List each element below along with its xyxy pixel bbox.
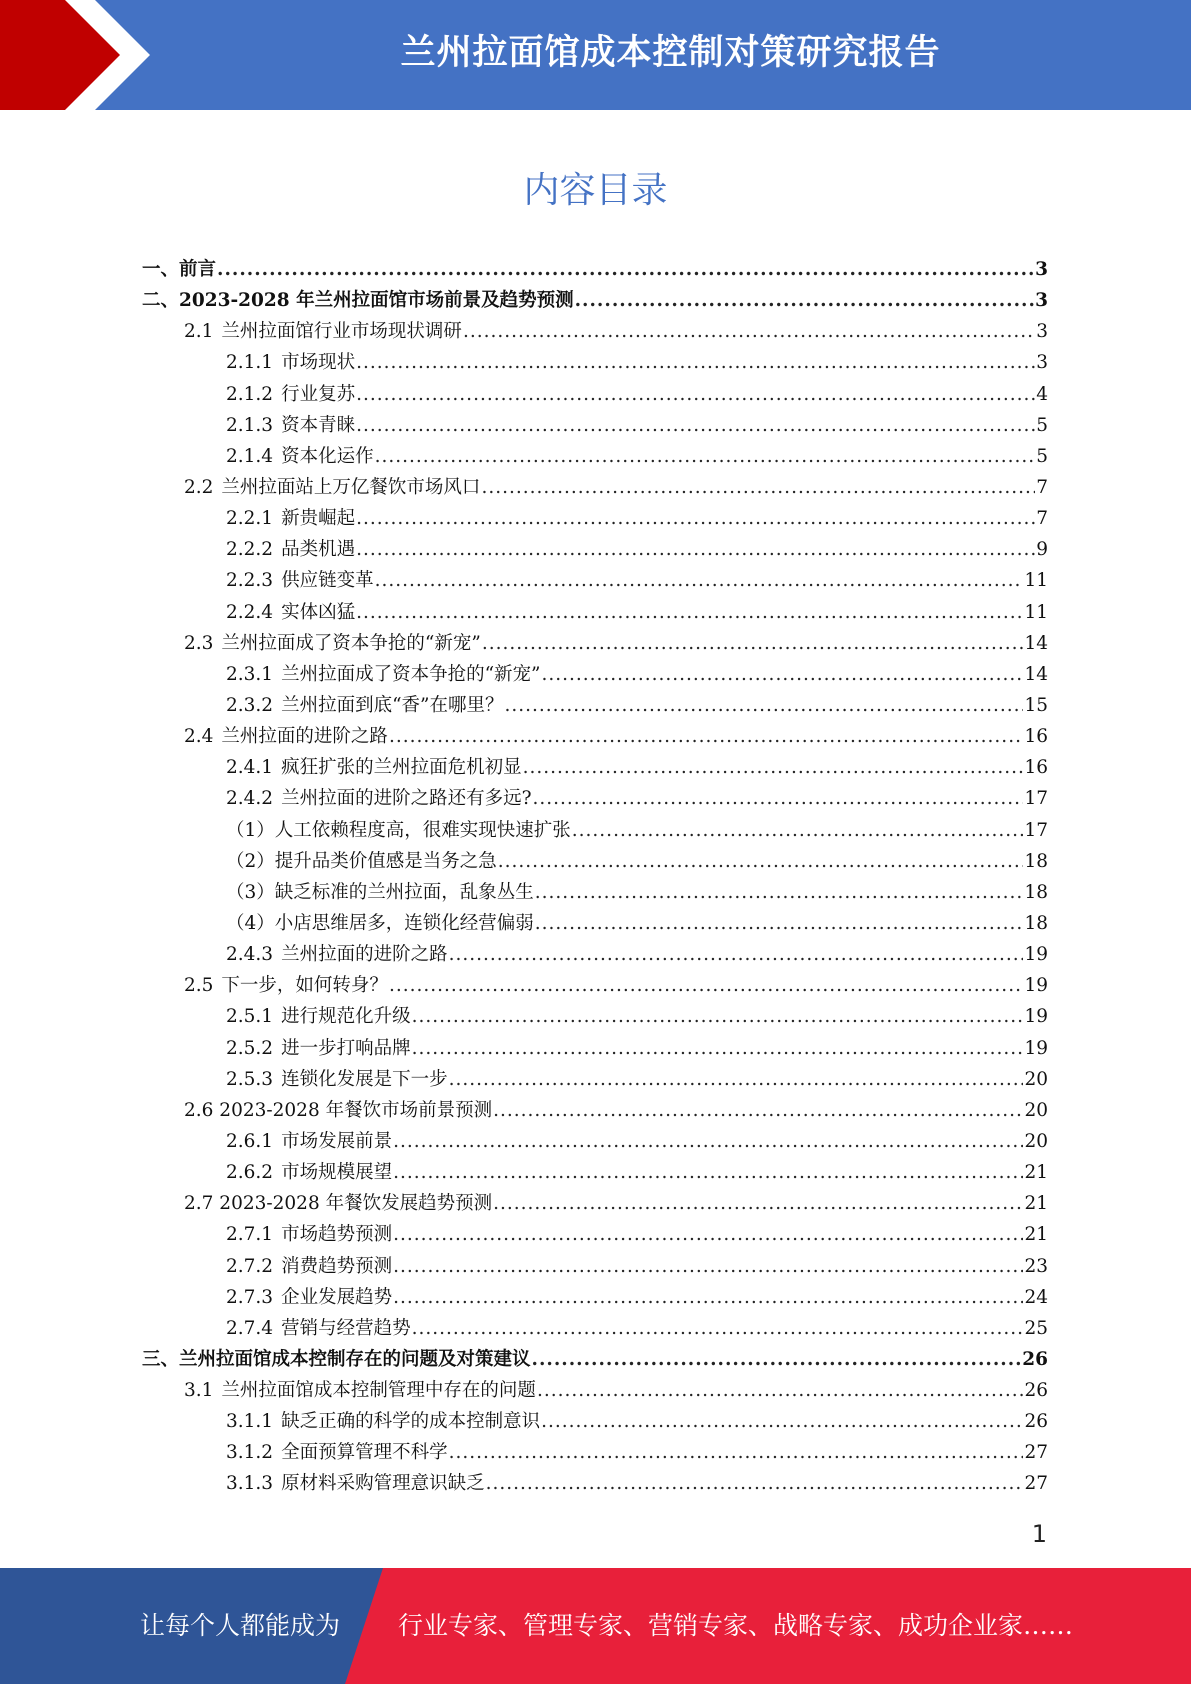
toc-entry-label xyxy=(226,690,504,721)
toc-entry[interactable] xyxy=(142,1282,1048,1313)
toc-entry-text: 2.6 2023-2028 年餐饮市场前景预测 xyxy=(184,1099,493,1121)
toc-entry[interactable] xyxy=(142,1406,1048,1437)
toc-entry[interactable] xyxy=(142,1344,1048,1375)
toc-entry[interactable] xyxy=(142,316,1048,347)
toc-entry-label xyxy=(226,503,355,534)
toc-entry-number: 2.1.3 xyxy=(226,414,274,436)
toc-entry[interactable] xyxy=(142,908,1048,939)
toc-entry[interactable] xyxy=(142,1033,1048,1064)
toc-dot-leader xyxy=(393,1219,1023,1250)
toc-entry[interactable] xyxy=(142,1001,1048,1032)
toc-entry[interactable] xyxy=(142,1468,1048,1499)
toc-dot-leader xyxy=(486,1468,1024,1499)
toc-page-number: 21 xyxy=(1024,1193,1048,1215)
toc-page-number: 20 xyxy=(1024,1099,1048,1121)
toc-entry[interactable] xyxy=(142,690,1048,721)
toc-page-number: 26 xyxy=(1022,1348,1048,1370)
toc-page-number: 15 xyxy=(1024,694,1048,716)
toc-entry-number: 2.2.1 xyxy=(226,508,274,530)
toc-entry-label xyxy=(226,659,541,690)
toc-entry-label xyxy=(226,1219,392,1250)
toc-entry-number: 3.1.3 xyxy=(226,1473,274,1495)
toc-page-number: 25 xyxy=(1024,1317,1048,1339)
toc-entry-text: 缺乏正确的科学的成本控制意识 xyxy=(281,1411,541,1433)
toc-dot-leader xyxy=(356,503,1035,534)
toc-page-number: 7 xyxy=(1036,476,1048,498)
toc-dot-leader xyxy=(217,254,1034,285)
toc-page-number: 21 xyxy=(1024,1224,1048,1246)
toc-entry[interactable] xyxy=(142,1313,1048,1344)
toc-dot-leader xyxy=(393,1126,1023,1157)
toc-dot-leader xyxy=(541,1406,1023,1437)
toc-entry[interactable] xyxy=(142,472,1048,503)
toc-entry-number: 2.4.2 xyxy=(226,788,274,810)
toc-page-number: 4 xyxy=(1036,383,1048,405)
toc-page-number: 26 xyxy=(1024,1380,1048,1402)
toc-entry-number: 2.2 xyxy=(184,476,214,498)
toc-entry-text: 连锁化发展是下一步 xyxy=(281,1068,448,1090)
toc-entry-text: 实体凶猛 xyxy=(281,601,356,623)
toc-entry-text: 疯狂扩张的兰州拉面危机初显 xyxy=(281,757,522,779)
toc-entry-label xyxy=(226,597,355,628)
toc-entry-label xyxy=(226,1282,392,1313)
toc-entry-number: 2.1.2 xyxy=(226,383,274,405)
toc-page-number: 3 xyxy=(1036,352,1048,374)
toc-entry-label xyxy=(184,472,480,503)
toc-entry-label xyxy=(226,1001,411,1032)
toc-entry-number: 2.4.1 xyxy=(226,757,274,779)
toc-entry-text: 下一步，如何转身？ xyxy=(221,975,388,997)
toc-entry[interactable] xyxy=(142,1095,1048,1126)
toc-entry-label xyxy=(226,815,571,846)
toc-entry-text: 2.7 2023-2028 年餐饮发展趋势预测 xyxy=(184,1193,493,1215)
toc-entry-text: 兰州拉面的进阶之路 xyxy=(221,726,388,748)
toc-entry-text: 兰州拉面的进阶之路 xyxy=(281,944,448,966)
toc-entry-text: 市场趋势预测 xyxy=(281,1224,393,1246)
toc-entry-text: 营销与经营趋势 xyxy=(281,1317,411,1339)
toc-entry-number: 2.2.3 xyxy=(226,570,274,592)
toc-entry-number: 2.7.1 xyxy=(226,1224,274,1246)
toc-entry-label xyxy=(142,1344,531,1375)
footer-slogan-right: 行业专家、管理专家、营销专家、战略专家、成功企业家…… xyxy=(398,1611,1074,1640)
toc-entry[interactable] xyxy=(142,534,1048,565)
toc-dot-leader xyxy=(389,721,1024,752)
toc-entry-number: 3.1 xyxy=(184,1380,214,1402)
toc-entry-text: （2）提升品类价值感是当务之急 xyxy=(226,850,497,872)
toc-page-number: 23 xyxy=(1024,1255,1048,1277)
toc-entry-number: 2.3.1 xyxy=(226,663,274,685)
toc-entry-label xyxy=(226,1468,485,1499)
toc-entry-text: 供应链变革 xyxy=(281,570,374,592)
toc-page-number: 3 xyxy=(1035,259,1048,280)
toc-entry-label xyxy=(184,970,388,1001)
toc-entry-number: 2.2.4 xyxy=(226,601,274,623)
toc-dot-leader xyxy=(449,1064,1024,1095)
toc-dot-leader xyxy=(375,565,1024,596)
toc-page-number: 21 xyxy=(1024,1162,1048,1184)
toc-page-number: 3 xyxy=(1035,290,1048,312)
toc-entry[interactable] xyxy=(142,441,1048,472)
toc-entry[interactable] xyxy=(142,752,1048,783)
toc-entry-text: 兰州拉面站上万亿餐饮市场风口 xyxy=(221,476,481,498)
toc-entry[interactable] xyxy=(142,783,1048,814)
toc-entry-number: 2.3 xyxy=(184,632,214,654)
toc-entry[interactable] xyxy=(142,815,1048,846)
toc-dot-leader xyxy=(481,472,1035,503)
toc-page-number: 19 xyxy=(1024,1037,1048,1059)
toc-entry-label xyxy=(226,1064,448,1095)
toc-entry-number: 2.5.2 xyxy=(226,1037,274,1059)
toc-entry-label xyxy=(184,1095,492,1126)
toc-entry-number: 2.6.2 xyxy=(226,1162,274,1184)
toc-entry-label xyxy=(184,1375,536,1406)
toc-dot-leader xyxy=(532,1344,1022,1375)
toc-dot-leader xyxy=(375,441,1036,472)
toc-entry-text: 兰州拉面馆行业市场现状调研 xyxy=(221,321,462,343)
toc-entry-text: 新贵崛起 xyxy=(281,508,356,530)
toc-page-number: 19 xyxy=(1024,1006,1048,1028)
toc-entry-label xyxy=(226,939,448,970)
toc-entry[interactable] xyxy=(142,1126,1048,1157)
toc-entry[interactable] xyxy=(142,1375,1048,1406)
toc-entry-label xyxy=(184,1188,492,1219)
toc-entry[interactable] xyxy=(142,597,1048,628)
toc-entry-label xyxy=(226,1126,392,1157)
toc-entry-label xyxy=(226,565,374,596)
toc-entry-label xyxy=(226,1157,392,1188)
toc-dot-leader xyxy=(463,316,1035,347)
toc-entry[interactable] xyxy=(142,347,1048,378)
toc-dot-leader xyxy=(356,534,1035,565)
toc-entry[interactable] xyxy=(142,846,1048,877)
toc-page-number: 18 xyxy=(1024,912,1048,934)
toc-entry-label xyxy=(226,783,532,814)
toc-dot-leader xyxy=(356,410,1035,441)
toc-entry-number: 2.3.2 xyxy=(226,694,274,716)
toc-entry-label xyxy=(184,721,388,752)
toc-entry-label xyxy=(226,1033,411,1064)
toc-dot-leader xyxy=(535,877,1024,908)
toc-entry-text: （3）缺乏标准的兰州拉面，乱象丛生 xyxy=(226,881,534,903)
toc-entry-text: 市场规模展望 xyxy=(281,1162,393,1184)
toc-entry-label xyxy=(226,1406,540,1437)
toc-page-number: 20 xyxy=(1024,1130,1048,1152)
toc-entry-text: 市场现状 xyxy=(281,352,356,374)
toc-page-number: 18 xyxy=(1024,850,1048,872)
toc-page-number: 27 xyxy=(1024,1473,1048,1495)
toc-dot-leader xyxy=(482,628,1024,659)
toc-dot-leader xyxy=(449,939,1024,970)
toc-entry-label xyxy=(226,347,355,378)
toc-entry-label xyxy=(226,1251,392,1282)
toc-dot-leader xyxy=(356,379,1035,410)
toc-dot-leader xyxy=(412,1001,1024,1032)
toc-entry-text: 原材料采购管理意识缺乏 xyxy=(281,1473,485,1495)
toc-dot-leader xyxy=(535,908,1024,939)
toc-dot-leader xyxy=(449,1437,1024,1468)
toc-entry-number: 2.1.1 xyxy=(226,352,274,374)
toc-entry-text: 品类机遇 xyxy=(281,539,356,561)
toc-dot-leader xyxy=(389,970,1024,1001)
toc-page-number: 9 xyxy=(1036,539,1048,561)
toc-entry[interactable] xyxy=(142,659,1048,690)
toc-page-number: 3 xyxy=(1036,321,1048,343)
toc-entry-number: 3.1.1 xyxy=(226,1411,274,1433)
toc-entry[interactable] xyxy=(142,1064,1048,1095)
toc-page-number: 14 xyxy=(1024,663,1048,685)
toc-entry-label xyxy=(226,908,534,939)
toc-dot-leader xyxy=(498,846,1024,877)
toc-entry-text: 全面预算管理不科学 xyxy=(281,1442,448,1464)
toc-heading: 内容目录 xyxy=(523,170,668,211)
toc-entry-text: 行业复苏 xyxy=(281,383,356,405)
toc-entry-text: 二、2023-2028 年兰州拉面馆市场前景及趋势预测 xyxy=(142,290,574,312)
toc-page-number: 11 xyxy=(1024,601,1048,623)
toc-dot-leader xyxy=(356,597,1023,628)
toc-entry-text: （1）人工依赖程度高，很难实现快速扩张 xyxy=(226,819,571,841)
toc-page-number: 16 xyxy=(1024,757,1048,779)
toc-entry-label xyxy=(226,379,355,410)
toc-page-number: 26 xyxy=(1024,1411,1048,1433)
toc-entry-label xyxy=(226,1313,411,1344)
toc-entry-text: 企业发展趋势 xyxy=(281,1286,393,1308)
toc-entry[interactable] xyxy=(142,379,1048,410)
toc-entry-text: 兰州拉面馆成本控制管理中存在的问题 xyxy=(221,1380,536,1402)
toc-entry-text: 一、前言 xyxy=(142,259,217,280)
footer-slogan-left: 让每个人都能成为 xyxy=(140,1611,341,1640)
toc-page-number: 14 xyxy=(1024,632,1048,654)
toc-page-number: 18 xyxy=(1024,881,1048,903)
toc-dot-leader xyxy=(493,1188,1023,1219)
toc-page-number: 19 xyxy=(1024,944,1048,966)
toc-entry-number: 2.4.3 xyxy=(226,944,274,966)
toc-dot-leader xyxy=(542,659,1024,690)
toc-entry-label xyxy=(184,628,481,659)
toc-entry[interactable] xyxy=(142,877,1048,908)
toc-entry-label xyxy=(226,752,522,783)
toc-page-number: 5 xyxy=(1036,445,1048,467)
toc-page-number: 5 xyxy=(1036,414,1048,436)
toc-entry-number: 2.1 xyxy=(184,321,214,343)
toc-entry-number: 2.7.2 xyxy=(226,1255,274,1277)
toc-page-number: 17 xyxy=(1024,819,1048,841)
toc-entry-label xyxy=(226,846,497,877)
page-number: 1 xyxy=(1031,1520,1047,1548)
toc-dot-leader xyxy=(572,815,1024,846)
toc-dot-leader xyxy=(393,1282,1023,1313)
toc-entry-number: 2.5.1 xyxy=(226,1006,274,1028)
toc-entry[interactable] xyxy=(142,1251,1048,1282)
toc-entry[interactable] xyxy=(142,565,1048,596)
toc-entry-label xyxy=(226,410,355,441)
toc-page-number: 27 xyxy=(1024,1442,1048,1464)
toc-dot-leader xyxy=(537,1375,1024,1406)
toc-page-number: 16 xyxy=(1024,726,1048,748)
toc-entry-text: 消费趋势预测 xyxy=(281,1255,393,1277)
toc-entry-text: 兰州拉面到底“香”在哪里？ xyxy=(281,694,504,716)
toc-entry-text: 兰州拉面成了资本争抢的“新宠” xyxy=(221,632,481,654)
toc-page-number: 20 xyxy=(1024,1068,1048,1090)
toc-page-number: 24 xyxy=(1024,1286,1048,1308)
toc-entry[interactable] xyxy=(142,970,1048,1001)
toc-entry-label xyxy=(184,316,462,347)
toc-entry-label xyxy=(226,441,374,472)
toc-dot-leader xyxy=(412,1033,1024,1064)
toc-entry-text: 资本化运作 xyxy=(281,445,374,467)
footer-banner xyxy=(0,1568,1191,1684)
toc-dot-leader xyxy=(533,783,1024,814)
toc-entry[interactable] xyxy=(142,285,1048,316)
toc-entry[interactable] xyxy=(142,254,1048,285)
toc-entry-text: 进一步打响品牌 xyxy=(281,1037,411,1059)
toc-entry-number: 2.4 xyxy=(184,726,214,748)
toc-entry-label xyxy=(142,285,574,316)
toc-page-number: 7 xyxy=(1036,508,1048,530)
toc-page-number: 19 xyxy=(1024,975,1048,997)
toc-entry-label xyxy=(226,1437,448,1468)
toc-page-number: 17 xyxy=(1024,788,1048,810)
toc-page-number: 11 xyxy=(1024,570,1048,592)
toc-dot-leader xyxy=(393,1157,1023,1188)
toc-dot-leader xyxy=(493,1095,1023,1126)
toc-entry-text: 兰州拉面成了资本争抢的“新宠” xyxy=(281,663,541,685)
toc-entry[interactable] xyxy=(142,628,1048,659)
toc-entry-number: 2.2.2 xyxy=(226,539,274,561)
toc-entry[interactable] xyxy=(142,939,1048,970)
toc-entry-text: 资本青睐 xyxy=(281,414,356,436)
toc-entry-label xyxy=(142,254,216,285)
toc-dot-leader xyxy=(393,1251,1023,1282)
header-banner xyxy=(0,0,1191,110)
toc-entry[interactable] xyxy=(142,1188,1048,1219)
toc-entry-text: 市场发展前景 xyxy=(281,1130,393,1152)
toc-entry-number: 3.1.2 xyxy=(226,1442,274,1464)
toc-entry-number: 2.1.4 xyxy=(226,445,274,467)
toc-entry-text: （4）小店思维居多，连锁化经营偏弱 xyxy=(226,912,534,934)
toc-entry-text: 三、兰州拉面馆成本控制存在的问题及对策建议 xyxy=(142,1348,531,1370)
toc-entry-label xyxy=(226,534,355,565)
table-of-contents xyxy=(142,254,1048,1500)
toc-entry-number: 2.6.1 xyxy=(226,1130,274,1152)
toc-entry-label xyxy=(226,877,534,908)
toc-entry[interactable] xyxy=(142,1437,1048,1468)
toc-dot-leader xyxy=(412,1313,1024,1344)
toc-entry[interactable] xyxy=(142,503,1048,534)
report-title: 兰州拉面馆成本控制对策研究报告 xyxy=(400,33,941,73)
toc-dot-leader xyxy=(523,752,1024,783)
toc-entry[interactable] xyxy=(142,721,1048,752)
toc-entry-text: 兰州拉面的进阶之路还有多远? xyxy=(281,788,532,810)
toc-entry[interactable] xyxy=(142,1219,1048,1250)
toc-dot-leader xyxy=(356,347,1035,378)
toc-entry[interactable] xyxy=(142,1157,1048,1188)
toc-dot-leader xyxy=(505,690,1024,721)
toc-entry-number: 2.7.3 xyxy=(226,1286,274,1308)
toc-dot-leader xyxy=(575,285,1035,316)
toc-entry[interactable] xyxy=(142,410,1048,441)
toc-entry-number: 2.5 xyxy=(184,975,214,997)
toc-entry-number: 2.7.4 xyxy=(226,1317,274,1339)
toc-entry-text: 进行规范化升级 xyxy=(281,1006,411,1028)
toc-entry-number: 2.5.3 xyxy=(226,1068,274,1090)
